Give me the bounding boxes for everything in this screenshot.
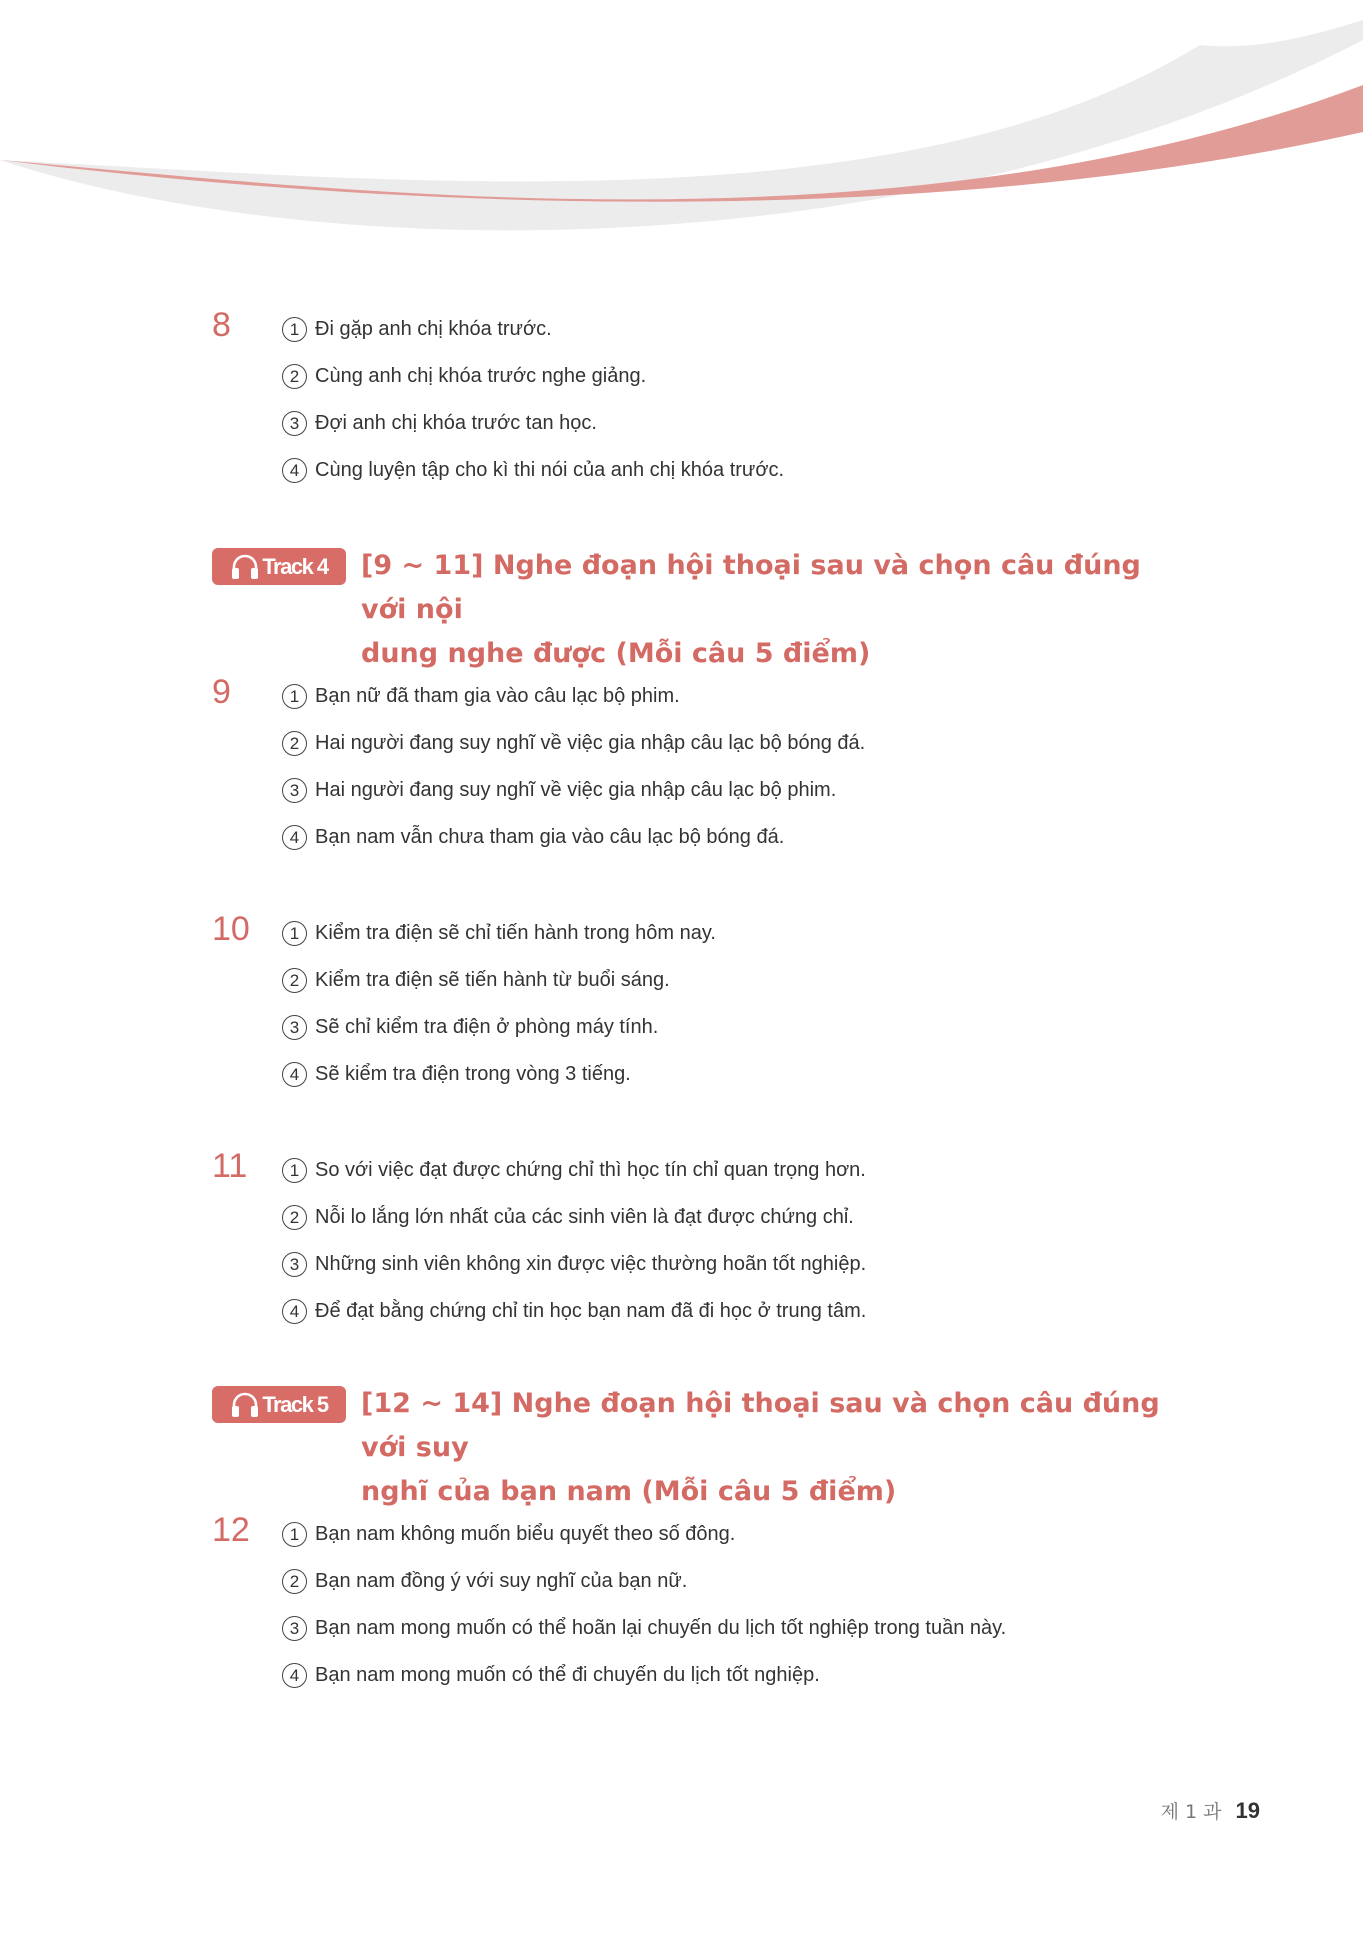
answer-option-4[interactable] (282, 1658, 820, 1692)
headphones-icon (230, 553, 260, 581)
option-marker-icon: 3 (282, 1616, 307, 1641)
answer-option-1[interactable] (282, 679, 680, 713)
section-heading-line: [9 ~ 11] Nghe đoạn hội thoại sau và chọn câu đúng với nội (361, 550, 1141, 625)
option-text: Bạn nam mong muốn có thể đi chuyến du lịch tốt nghiệp. (315, 1663, 820, 1686)
option-marker-icon: 2 (282, 1569, 307, 1594)
option-marker-icon: 4 (282, 1062, 307, 1087)
page-footer (1161, 1797, 1260, 1824)
option-text: Để đạt bằng chứng chỉ tin học bạn nam đã đi học ở trung tâm. (315, 1299, 867, 1322)
option-marker-icon: 3 (282, 411, 307, 436)
track-5-badge[interactable] (212, 1386, 346, 1423)
option-text: Bạn nữ đã tham gia vào câu lạc bộ phim. (315, 684, 680, 707)
answer-option-3[interactable] (282, 1010, 658, 1044)
option-marker-icon: 1 (282, 317, 307, 342)
option-text: Kiểm tra điện sẽ tiến hành từ buổi sáng. (315, 968, 670, 991)
question-number: 11 (212, 1147, 248, 1185)
answer-option-2[interactable] (282, 726, 865, 760)
answer-option-3[interactable] (282, 773, 836, 807)
question-number: 8 (212, 306, 231, 344)
answer-option-2[interactable] (282, 963, 670, 997)
answer-option-3[interactable] (282, 406, 597, 440)
option-marker-icon: 2 (282, 1205, 307, 1230)
answer-option-2[interactable] (282, 1564, 687, 1598)
answer-option-4[interactable] (282, 1294, 866, 1328)
option-text: Đợi anh chị khóa trước tan học. (315, 411, 597, 434)
answer-option-4[interactable] (282, 820, 784, 854)
answer-option-3[interactable] (282, 1247, 866, 1281)
option-text: Đi gặp anh chị khóa trước. (315, 317, 552, 340)
option-marker-icon: 2 (282, 364, 307, 389)
option-marker-icon: 3 (282, 1252, 307, 1277)
option-marker-icon: 4 (282, 825, 307, 850)
option-marker-icon: 4 (282, 1663, 307, 1688)
section-heading-line: dung nghe được (Mỗi câu 5 điểm) (361, 638, 871, 669)
headphones-icon (230, 1391, 260, 1419)
option-marker-icon: 1 (282, 1522, 307, 1547)
option-text: Bạn nam mong muốn có thể hoãn lại chuyến du lịch tốt nghiệp trong tuần này. (315, 1616, 1007, 1639)
option-text: Bạn nam vẫn chưa tham gia vào câu lạc bộ bóng đá. (315, 825, 785, 848)
page-number: 19 (1235, 1798, 1260, 1823)
lesson-label: 제 1 과 (1160, 1801, 1222, 1823)
section-heading-line: nghĩ của bạn nam (Mỗi câu 5 điểm) (361, 1476, 897, 1507)
answer-option-3[interactable] (282, 1611, 1006, 1645)
header-swoosh-decoration (0, 0, 1363, 260)
option-text: Nỗi lo lắng lớn nhất của các sinh viên là đạt được chứng chỉ. (315, 1205, 854, 1228)
option-text: Cùng anh chị khóa trước nghe giảng. (315, 364, 647, 387)
option-marker-icon: 1 (282, 1158, 307, 1183)
option-text: Những sinh viên không xin được việc thường hoãn tốt nghiệp. (315, 1252, 867, 1275)
option-marker-icon: 1 (282, 921, 307, 946)
option-text: Kiểm tra điện sẽ chỉ tiến hành trong hôm nay. (315, 921, 716, 944)
answer-option-1[interactable] (282, 1517, 735, 1551)
option-marker-icon: 2 (282, 968, 307, 993)
option-text: Sẽ kiểm tra điện trong vòng 3 tiếng. (315, 1062, 631, 1085)
option-text: Hai người đang suy nghĩ về việc gia nhập câu lạc bộ phim. (315, 778, 837, 801)
question-number: 9 (212, 673, 231, 711)
question-number: 12 (212, 1511, 250, 1549)
answer-option-4[interactable] (282, 453, 784, 487)
option-text: Sẽ chỉ kiểm tra điện ở phòng máy tính. (315, 1015, 659, 1038)
section-heading (361, 1382, 1191, 1514)
option-text: Bạn nam không muốn biểu quyết theo số đông. (315, 1522, 736, 1545)
option-text: Cùng luyện tập cho kì thi nói của anh chị khóa trước. (315, 458, 784, 481)
question-number: 10 (212, 910, 250, 948)
track-label: Track 5 (262, 1391, 328, 1417)
answer-option-1[interactable] (282, 916, 716, 950)
track-4-badge[interactable] (212, 548, 346, 585)
option-marker-icon: 2 (282, 731, 307, 756)
option-text: Hai người đang suy nghĩ về việc gia nhập câu lạc bộ bóng đá. (315, 731, 866, 754)
section-heading-line: [12 ~ 14] Nghe đoạn hội thoại sau và chọn câu đúng với suy (361, 1388, 1160, 1463)
option-text: So với việc đạt được chứng chỉ thì học tín chỉ quan trọng hơn. (315, 1158, 866, 1181)
answer-option-2[interactable] (282, 1200, 854, 1234)
track-label: Track 4 (262, 553, 328, 579)
answer-option-4[interactable] (282, 1057, 631, 1091)
answer-option-2[interactable] (282, 359, 646, 393)
option-marker-icon: 3 (282, 778, 307, 803)
option-marker-icon: 4 (282, 1299, 307, 1324)
option-marker-icon: 3 (282, 1015, 307, 1040)
answer-option-1[interactable] (282, 1153, 866, 1187)
section-heading (361, 544, 1191, 676)
option-marker-icon: 4 (282, 458, 307, 483)
answer-option-1[interactable] (282, 312, 552, 346)
option-text: Bạn nam đồng ý với suy nghĩ của bạn nữ. (315, 1569, 688, 1592)
option-marker-icon: 1 (282, 684, 307, 709)
